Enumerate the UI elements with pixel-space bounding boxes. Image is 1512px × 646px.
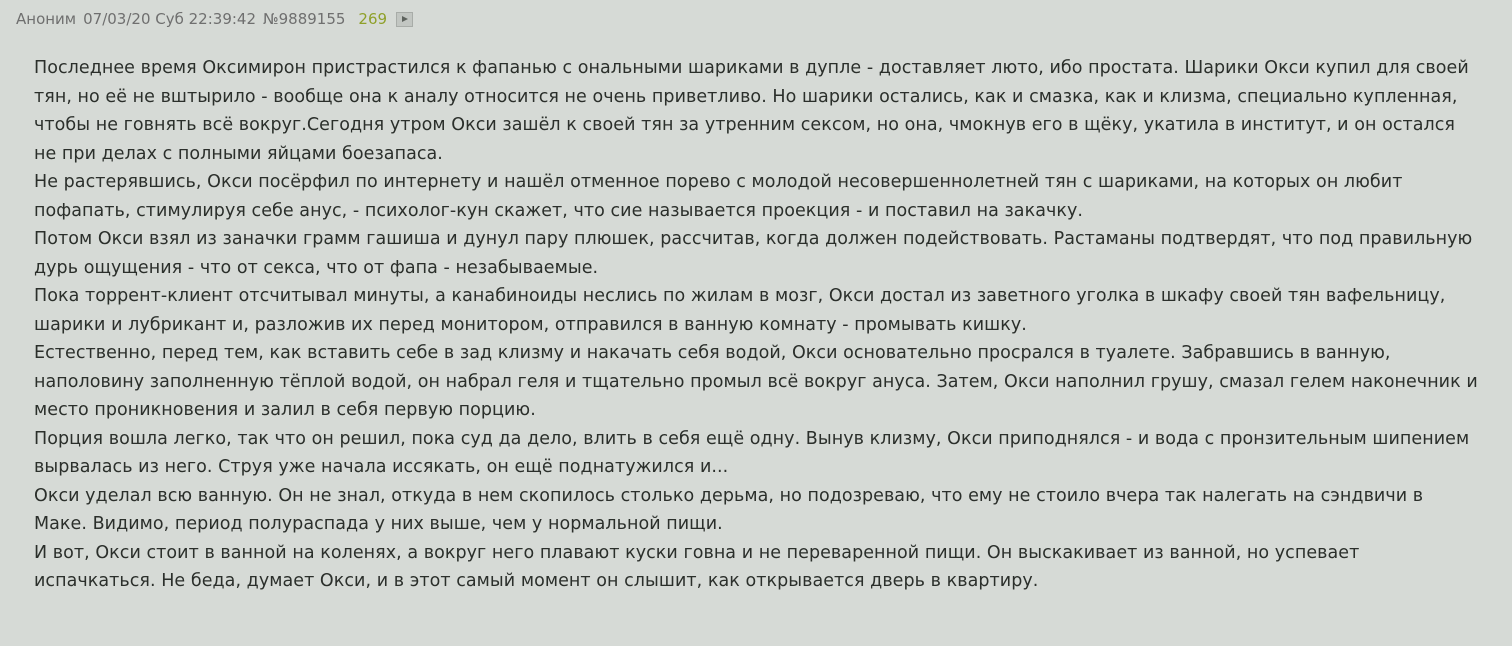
post-paragraph: Потом Окси взял из заначки грамм гашиша и дунул пару плюшек, рассчитав, когда должен подействовать. Растаманы подтвердят, что под правильную дурь ощущения - что от секса, что от фапа - незабываемые. [34,229,1473,278]
post-paragraph: Последнее время Оксимирон пристрастился к фапанью с ональными шариками в дупле - доставляет люто, ибо простата. Шарики Окси купил для своей тян, но её не вштырило - вообще она к аналу относится не очень приветливо. Но шарики остались, как и смазка, как и клизма, специально купленная, чтобы не говнять всё вокруг.Сегодня утром Окси зашёл к своей тян за утренним сексом, но она, чмокнув его в щёку, укатила в институт, и он остался не при делах с полными яйцами боезапаса. [34,58,1469,164]
post-body [14,54,1498,596]
post-paragraph: И вот, Окси стоит в ванной на коленях, а вокруг него плавают куски говна и не переваренной пищи. Он выскакивает из ванной, но успевает испачкаться. Не беда, думает Окси, и в этот самый момент он слышит, как открывается дверь в квартиру. [34,542,1360,591]
post-paragraph: Окси уделал всю ванную. Он не знал, откуда в нем скопилось столько дерьма, но подозреваю, что ему не стоило вчера так налегать на сэндвичи в Маке. Видимо, период полураспада у них выше, чем у нормальной пищи. [34,485,1424,534]
post-paragraph: Пока торрент-клиент отсчитывал минуты, а канабиноиды неслись по жилам в мозг, Окси достал из заветного уголка в шкафу своей тян вафельницу, шарики и лубрикант и, разложив их перед монитором, отправился в ванную комнату - промывать кишку. [34,286,1446,335]
post-number[interactable]: №9889155 [263,10,346,28]
post-author: Аноним [16,10,77,28]
post-header [14,8,1498,30]
reply-count[interactable]: 269 [358,10,388,28]
play-icon[interactable] [396,12,413,27]
post-paragraph: Порция вошла легко, так что он решил, пока суд да дело, влить в себя ещё одну. Вынув клизму, Окси приподнялся - и вода с пронзительным шипением вырвалась из него. Струя уже начала иссякать, он ещё поднатужился и... [34,428,1470,477]
post-paragraph: Не растерявшись, Окси посёрфил по интернету и нашёл отменное порево с молодой несовершеннолетней тян с шариками, на которых он любит пофапать, стимулируя себе анус, - психолог-кун скажет, что сие называется проекция - и поставил на закачку. [34,172,1403,221]
post-date: 07/03/20 Суб 22:39:42 [83,10,256,28]
post-paragraph: Естественно, перед тем, как вставить себе в зад клизму и накачать себя водой, Окси основательно просрался в туалете. Забравшись в ванную, наполовину заполненную тёплой водой, он набрал геля и тщательно промыл всё вокруг ануса. Затем, Окси наполнил грушу, смазал гелем наконечник и место проникновения и залил в себя первую порцию. [34,343,1478,420]
